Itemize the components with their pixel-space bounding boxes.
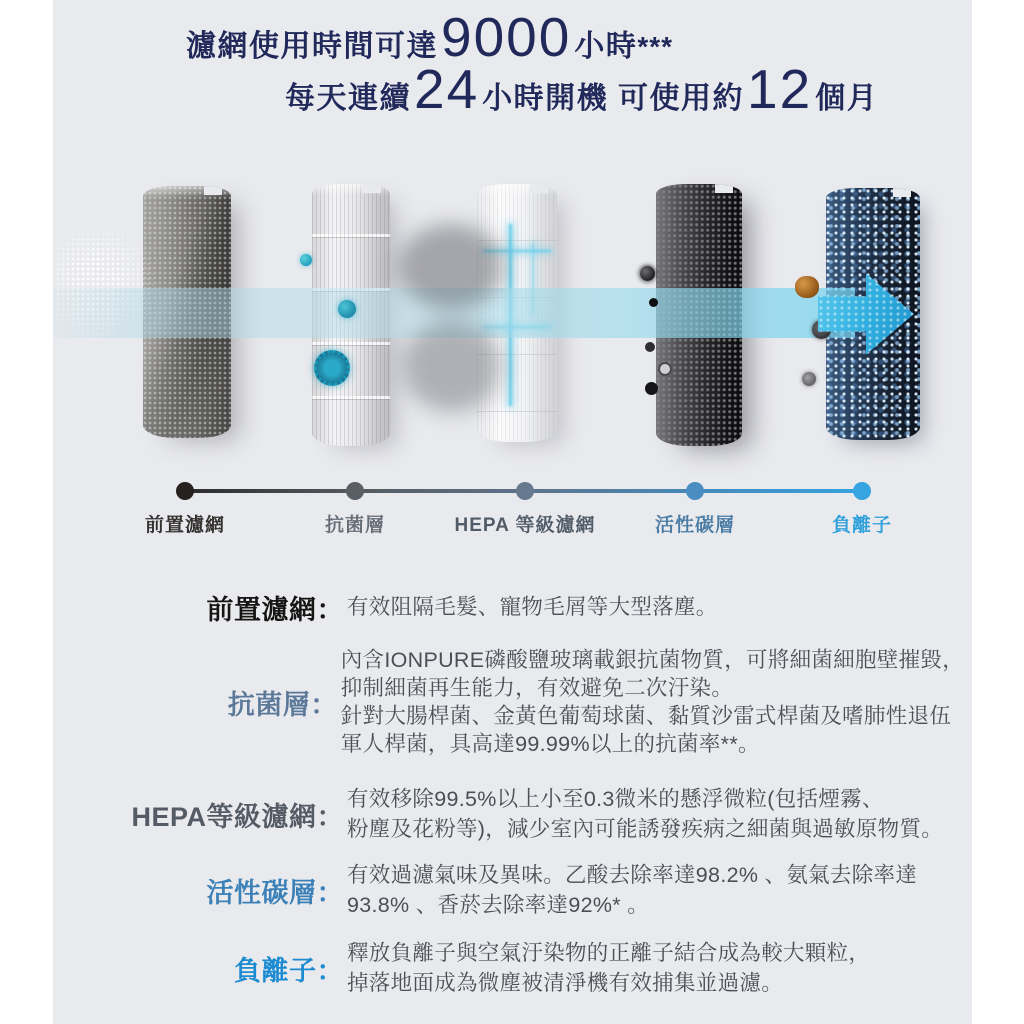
virus-particle-large [314,350,350,386]
body-line: 有效阻隔毛髮、寵物毛屑等大型落塵。 [347,595,718,619]
timeline-label-antibacterial: 抗菌層 [324,515,385,536]
body-line: 針對大腸桿菌、金黃色葡萄球菌、黏質沙雷式桿菌及嗜肺性退伍 [340,704,952,728]
section-heading: 負離子： [234,955,344,986]
timeline-dot-carbon [686,482,704,500]
timeline-dot-antibacterial [346,482,364,500]
headline1-unit: 小時 [574,30,638,63]
section-body [347,784,943,844]
body-line: 抑制細菌再生能力，有效避免二次汙染。 [340,676,734,700]
section-heading: HEPA等級濾網： [131,801,344,832]
timeline-dot-hepa [516,482,534,500]
headline2-part2: 小時開機 可使用約 [482,82,745,115]
section-body [347,860,917,920]
section-antibacterial [60,645,964,759]
carbon-particle [645,342,655,352]
headline2-part1: 每天連續 [285,82,411,115]
cylinder-notch [363,184,381,193]
body-line: 掉落地面成為微塵被清淨機有效捕集並過濾。 [347,971,784,995]
carbon-particle [649,298,658,307]
headline2-part3: 個月 [815,82,879,115]
carbon-particle [640,266,655,281]
virus-particle-small [300,254,312,266]
body-line: 軍人桿菌，具高達99.99%以上的抗菌率**。 [340,732,760,756]
timeline-dot-pre-filter [176,482,194,500]
section-carbon [60,858,964,922]
smoke-cloud-lower [402,320,502,412]
pollen-particle-orange [795,276,819,298]
carbon-particle-ring [658,362,672,376]
headline2-number2: 12 [747,58,813,120]
timeline-label-hepa: HEPA 等級濾網 [454,515,596,536]
carbon-particle [645,382,658,395]
virus-particle-medium [338,300,356,318]
body-line: 93.8% 、香菸去除率達92%* 。 [347,893,650,917]
section-hepa [60,782,964,846]
headline1-footnote: *** [637,31,674,62]
body-line: 釋放負離子與空氣汙染物的正離子結合成為較大顆粒， [347,941,871,965]
section-body [347,938,870,998]
body-line: 有效移除99.5%以上小至0.3微米的懸浮微粒(包括煙霧、 [347,787,884,811]
timeline-label-carbon: 活性碳層 [654,515,735,536]
section-body [341,646,964,758]
section-pre-filter [60,584,964,630]
cylinder-notch [715,184,733,193]
timeline-label-pre-filter: 前置濾網 [144,515,225,536]
section-heading: 活性碳層： [206,877,344,908]
section-heading: 前置濾網： [206,594,344,625]
section-heading: 抗菌層： [227,689,338,720]
body-line: 有效過濾氣味及異味。乙酸去除率達98.2% 、氨氣去除率達 [347,863,918,887]
smoke-cloud-upper [398,224,504,310]
headline1-prefix: 濾網使用時間可達 [186,30,438,63]
cylinder-notch [530,184,548,193]
cylinder-notch [893,188,911,197]
headline2-number1: 24 [414,58,480,120]
headline1-number: 9000 [441,6,572,68]
body-line: 粉塵及花粉等)，減少室內可能誘發疾病之細菌與過敏原物質。 [347,817,944,841]
headline-line1 [186,6,674,68]
timeline-dot-ion [853,482,871,500]
body-line: 內含IONPURE磷酸鹽玻璃載銀抗菌物質，可將細菌細胞壁摧毀， [340,648,964,672]
timeline-label-ion: 負離子 [831,515,892,536]
section-body [347,592,718,622]
dust-particle-gray [802,372,816,386]
section-ion [60,936,964,1000]
cylinder-notch [204,186,222,195]
headline-line2 [285,58,879,120]
